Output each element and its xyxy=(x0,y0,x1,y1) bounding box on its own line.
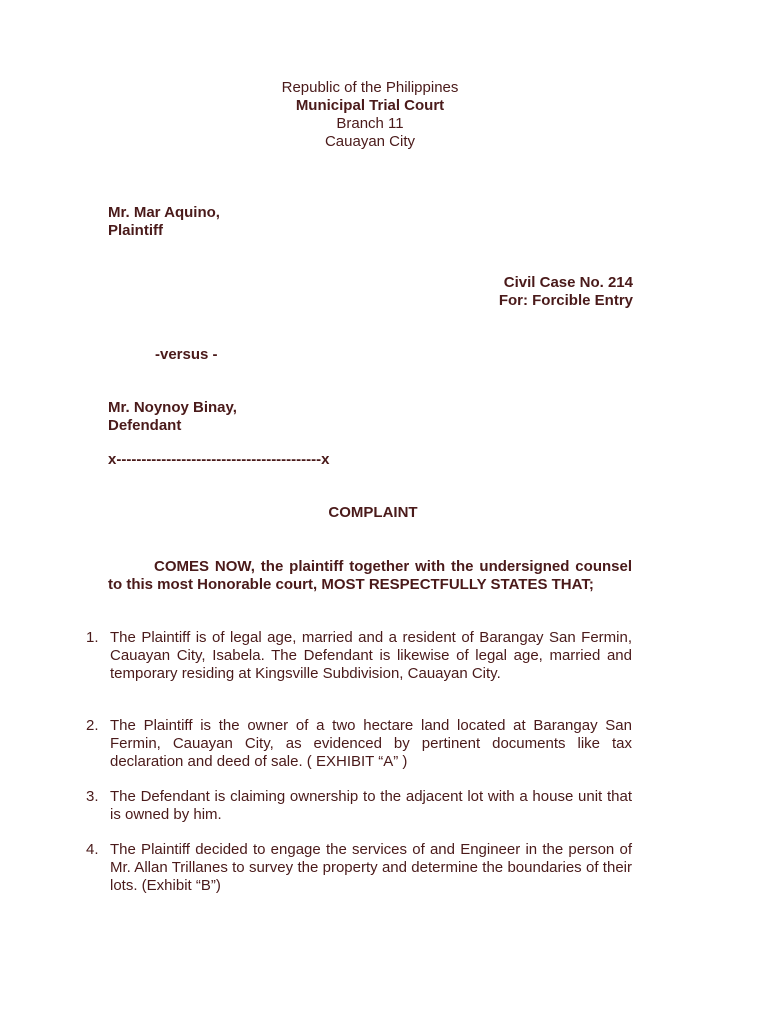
case-info xyxy=(499,274,633,310)
intro-paragraph xyxy=(108,558,632,594)
list-number: 1. xyxy=(86,629,99,646)
defendant-name: Mr. Noynoy Binay, xyxy=(108,399,237,416)
list-item xyxy=(86,788,632,824)
list-number: 3. xyxy=(86,788,99,805)
defendant-block xyxy=(108,399,237,435)
caption-separator: x-----------------------------------------x xyxy=(108,451,330,468)
document-title: COMPLAINT xyxy=(328,504,418,521)
list-text: The Plaintiff is the owner of a two hectare land located at Barangay San Fermin, Cauayan City, as evidenced by pertinent documents like tax declaration and deed of sale. ( EXHIBIT “A” ) xyxy=(110,717,632,770)
header-branch: Branch 11 xyxy=(336,115,404,132)
list-item xyxy=(86,629,632,683)
plaintiff-block xyxy=(108,204,220,240)
case-number: Civil Case No. 214 xyxy=(503,274,633,291)
header-city: Cauayan City xyxy=(324,133,416,150)
intro-text: COMES NOW, the plaintiff together with the undersigned counsel to this most Honorable court, MOST RESPECTFULLY STATES THAT; xyxy=(108,558,632,593)
list-text: The Plaintiff decided to engage the services of and Engineer in the person of Mr. Allan Trillanes to survey the property and determine the boundaries of their lots. (Exhibit “B”) xyxy=(110,841,632,894)
plaintiff-name: Mr. Mar Aquino, xyxy=(108,204,220,221)
list-number: 2. xyxy=(86,717,99,734)
header-republic: Republic of the Philippines xyxy=(281,79,459,96)
header-court: Municipal Trial Court xyxy=(295,97,445,114)
list-item xyxy=(86,841,632,895)
versus-text: -versus - xyxy=(155,346,218,363)
defendant-role: Defendant xyxy=(108,417,182,434)
list-item xyxy=(86,717,632,771)
case-subject: For: Forcible Entry xyxy=(498,292,633,309)
plaintiff-role: Plaintiff xyxy=(108,222,163,239)
list-text: The Defendant is claiming ownership to the adjacent lot with a house unit that is owned by him. xyxy=(110,788,632,823)
list-text: The Plaintiff is of legal age, married and a resident of Barangay San Fermin, Cauayan City, Isabela. The Defendant is likewise of legal age, married and temporary residing at Kingsville Subdivision, Cauayan City. xyxy=(110,629,632,682)
court-header xyxy=(0,79,740,151)
list-number: 4. xyxy=(86,841,99,858)
